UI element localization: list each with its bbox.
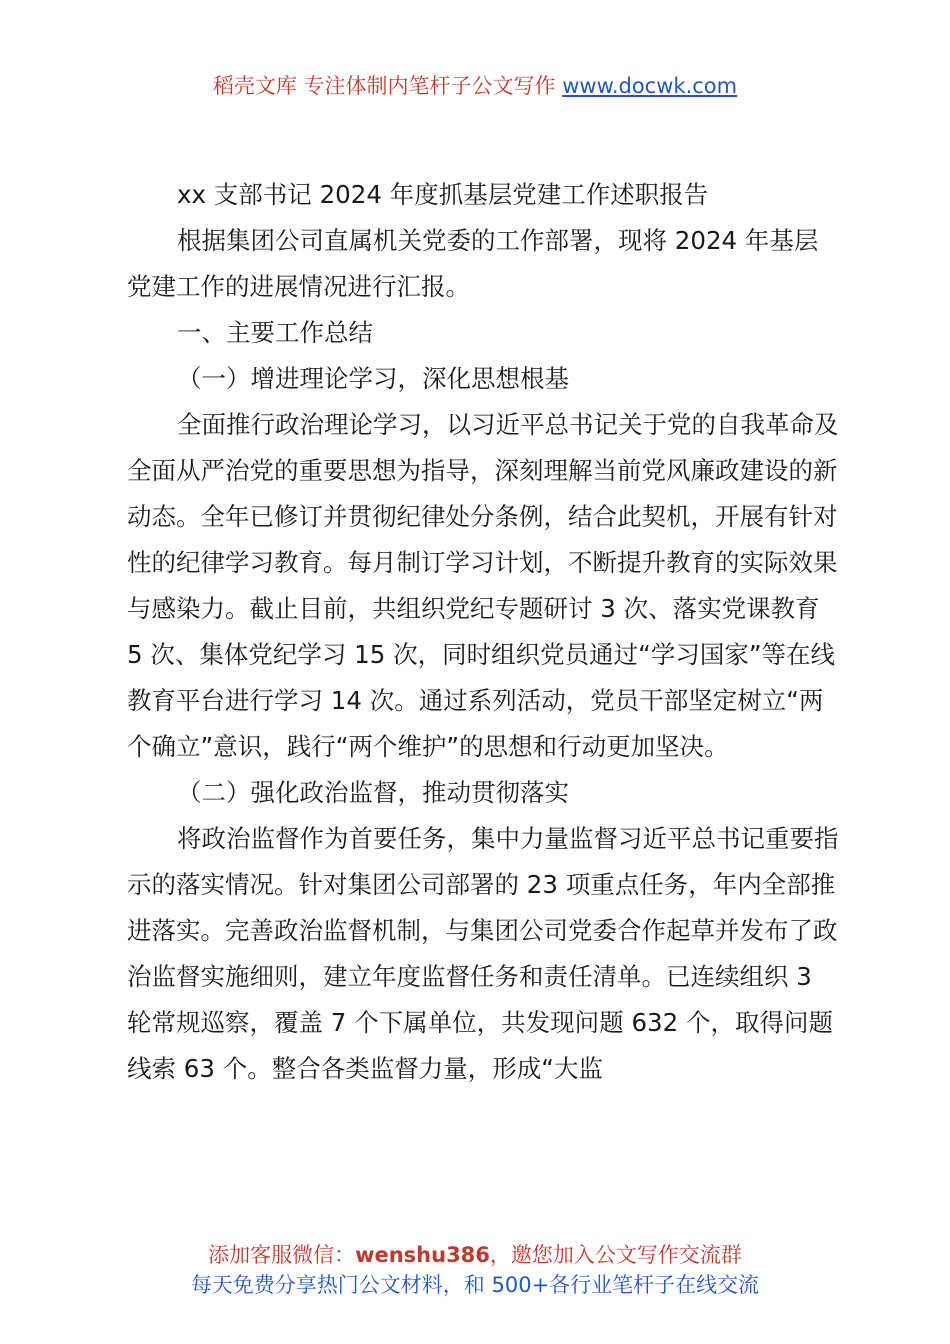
footer-suffix: ，邀您加入公文写作交流群 xyxy=(489,1243,742,1267)
paragraph: 根据集团公司直属机关党委的工作部署，现将 2024 年基层党建工作的进展情况进行汇报。 xyxy=(127,226,819,301)
footer-promo-line: 每天免费分享热门公文材料，和 500+各行业笔杆子在线交流 xyxy=(190,1273,760,1297)
subsection-heading: （一）增进理论学习，深化思想根基 xyxy=(177,364,569,393)
paragraph: 全面推行政治理论学习，以习近平总书记关于党的自我革命及全面从严治党的重要思想为指导，深刻理解当前党风廉政建设的新动态。全年已修订并贯彻纪律处分条例，结合此契机，开展有针对性的纪律学习教育。每月制订学习计划，不断提升教育的实际效果与感染力。截止目前，共组织党纪专题研讨 3 次、落实党课教育 5 次、集体党纪学习 15 次，同时组织党员通过“学习国家”等在线教育平台进行学习 14 次。通过系列活动，党员干部坚定树立“两个确立”意识，践行“两个维护”的思想和行动更加坚决。 xyxy=(127,410,839,761)
watermark-footer xyxy=(0,1240,950,1300)
paragraph: 将政治监督作为首要任务，集中力量监督习近平总书记重要指示的落实情况。针对集团公司部署的 23 项重点任务，年内全部推进落实。完善政治监督机制，与集团公司党委合作起草并发布了政治监督实施细则，建立年度监督任务和责任清单。已连续组织 3 轮常规巡察，覆盖 7 个下属单位，共发现问题 632 个，取得问题线索 63 个。整合各类监督力量，形成“大监 xyxy=(127,824,839,1083)
section-heading: 一、主要工作总结 xyxy=(177,318,373,347)
document-title: xx 支部书记 2024 年度抓基层党建工作述职报告 xyxy=(177,180,709,209)
header-text: 稻壳文库 专注体制内笔杆子公文写作 xyxy=(212,74,563,98)
footer-prefix: 添加客服微信： xyxy=(208,1243,356,1267)
watermark-header xyxy=(0,70,950,100)
subsection-heading: （二）强化政治监督，推动贯彻落实 xyxy=(177,778,569,807)
wechat-id: wenshu386 xyxy=(355,1243,490,1267)
document-body xyxy=(127,172,839,1092)
header-link[interactable]: www.docwk.com xyxy=(562,74,738,98)
footer-contact-line xyxy=(0,1240,950,1270)
